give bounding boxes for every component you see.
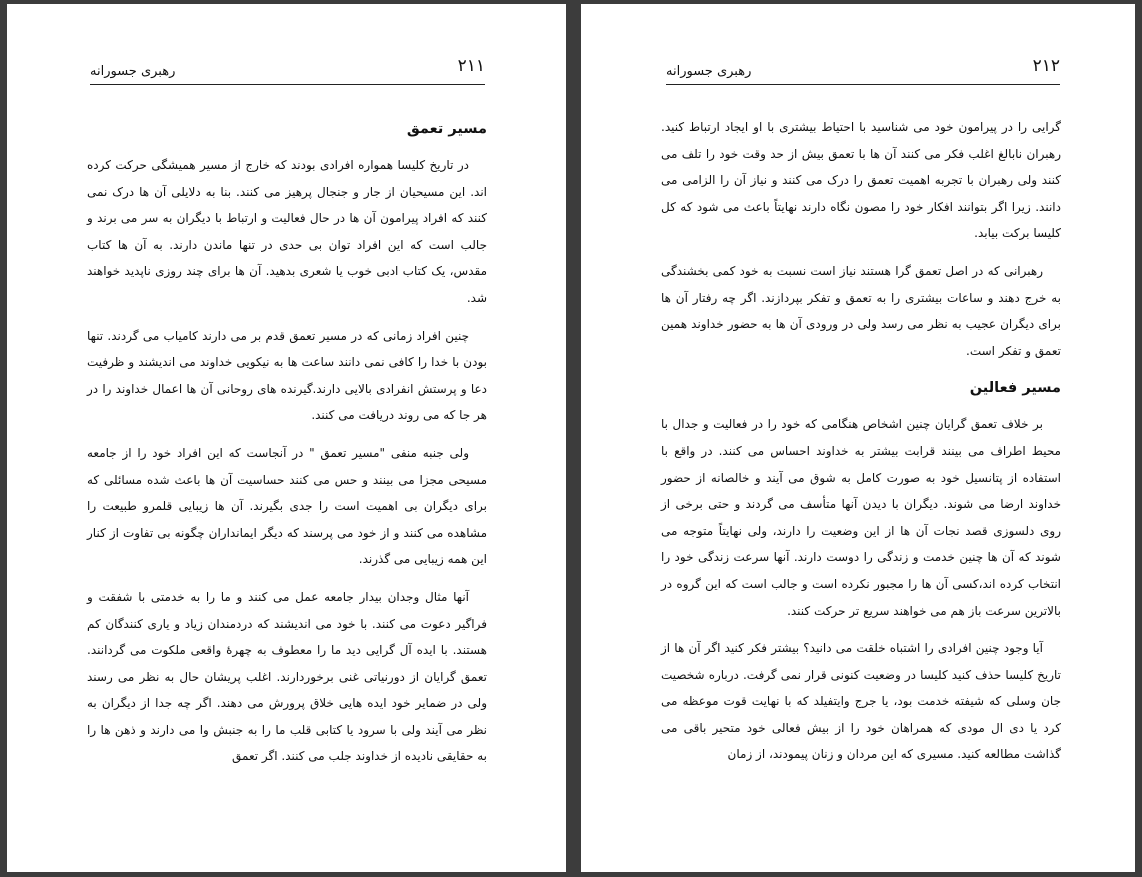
paragraph: ولی جنبه منفی "مسیر تعمق " در آنجاست که این افراد خود را از جامعه مسیحی مجزا می بینند و حس می کنند حساسیت آن ها باعث شده مسائلی که برای دیگران بی اهمیت است را جدی بگیرند. آن ها زیبایی قلمرو طبیعت را مشاهده می کنند و از خود می پرسند که دیگر ایمانداران چگونه بی تفاوت از کنار این همه زیبایی می گذرند.: [87, 445, 487, 567]
page-212: [581, 4, 1135, 872]
paragraph: در تاریخ کلیسا همواره افرادی بودند که خارج از مسیر همیشگی حرکت کرده اند. این مسیحیان از جار و جنجال پرهیز می کنند. بنا به دلایلی آن ها درک نمی کنند که افراد پیرامون آن ها در حال فعالیت و ارتباط با دیگران به سر می برند و جالب است که این افراد توان بی حدی در تنها ماندن دارند. به آن ها کتاب مقدس، یک کتاب ادبی خوب یا شعری بدهید. آن ها برای چند روزی ناپدید خواهند شد.: [87, 158, 487, 305]
page-body: [661, 114, 1061, 768]
page-header: [90, 56, 485, 85]
page-body: [87, 116, 487, 770]
page-header: [666, 56, 1060, 85]
page-211: [7, 4, 566, 872]
page-number: ۲۱۱: [457, 56, 485, 76]
paragraph: بر خلاف تعمق گرایان چنین اشخاص هنگامی که خود را در فعالیت و جدال با محیط اطراف می بینند قرابت بیشتر به خداوند احساس می کنند. در واقع با استفاده از پتانسیل خود به صورت کامل به شوق می آیند و خالصانه از حضور خداوند ارضا می شوند. دیگران با دیدن آنها متأسف می گردند و حتی برخی از روی دلسوزی قصد نجات آن ها از این وضعیت را دارند، ولی نهایتاً متوجه می شوند که آن ها چنین خدمت و زندگی را دوست دارند. آنها سرعت زندگی خود را انتخاب کرده اند،کسی آن ها را مجبور نکرده است و جالب است که این گروه در بالاترین سرعت باز هم می خواهند سریع تر حرکت کنند.: [661, 417, 1061, 618]
paragraph: آنها مثال وجدان بیدار جامعه عمل می کنند و ما را به خدمتی با شفقت و فراگیر دعوت می کنند. با خود می اندیشند که دردمندان زیاد و یاری کنندگان کم هستند. با ایده آل گرایی دید ما را معطوف به چهرهٔ واقعی ملکوت می گردانند. تعمق گرایان از دورنیاتی غنی برخوردارند. اغلب پریشان حال به نظر می رسند ولی در ضمایر خود ایده هایی خلاق پرورش می دهند. اگر چه جدا از دیگران به نظر می آیند ولی با سرود یا کتابی قلب ما را به جنبش وا می دارند و ذهن ها را به حقایقی نادیده از خداوند جلب می کنند. اگر تعمق: [87, 589, 487, 764]
paragraph: رهبرانی که در اصل تعمق گرا هستند نیاز است نسبت به خود کمی بخشندگی به خرج دهند و ساعات بیشتری را به تعمق و تفکر بپردازند. اگر چه رفتار آن ها برای دیگران عجیب به نظر می رسد ولی در ورودی آن ها به حضور خداوند همین تعمق و تفکر است.: [661, 263, 1061, 358]
section-heading: مسیر فعالین: [969, 380, 1061, 397]
page-number: ۲۱۲: [1032, 56, 1060, 76]
paragraph: گرایی را در پیرامون خود می شناسید با احتیاط بیشتری با او ایجاد ارتباط کنید. رهبران نابالغ اغلب فکر می کنند آن ها با تعمق بیش از حد وقت خود را تلف می کنند ولی رهبران با تجربه اهمیت تعمق را درک می کنند و نیاز آن را الزامی می دانند. زیرا اگر بتوانند افکار خود را مصون نگاه دارند نهایتاً باعث می شود که کل کلیسا برکت بیابد.: [661, 120, 1061, 241]
section-heading: مسیر تعمق: [406, 121, 487, 137]
paragraph: چنین افراد زمانی که در مسیر تعمق قدم بر می دارند کامیاب می گردند. تنها بودن با خدا را کافی نمی دانند ساعت ها به نیکویی خداوند می اندیشند و ظرفیت دعا و پرستش انفرادی بالایی دارند.گیرنده های روحانی آن ها اعمال خداوند را در هر جا که می روند دریافت می کنند.: [87, 328, 487, 423]
paragraph: آیا وجود چنین افرادی را اشتباه خلقت می دانید؟ بیشتر فکر کنید اگر آن ها از تاریخ کلیسا حذف کنید کلیسا در وضعیت کنونی قرار نمی گرفت. درباره شخصیت جان وسلی که شیفته خدمت بود، یا جرج وایتفیلد که با نهایت قوت موعظه می کرد یا دی ال مودی که همراهان خود را از بیش فعالی خود متحیر باقی می گذاشت مطالعه کنید. مسیری که این مردان و زنان پیمودند، از زمان: [661, 641, 1061, 762]
running-title: رهبری جسورانه: [666, 64, 752, 79]
running-title: رهبری جسورانه: [90, 64, 176, 79]
